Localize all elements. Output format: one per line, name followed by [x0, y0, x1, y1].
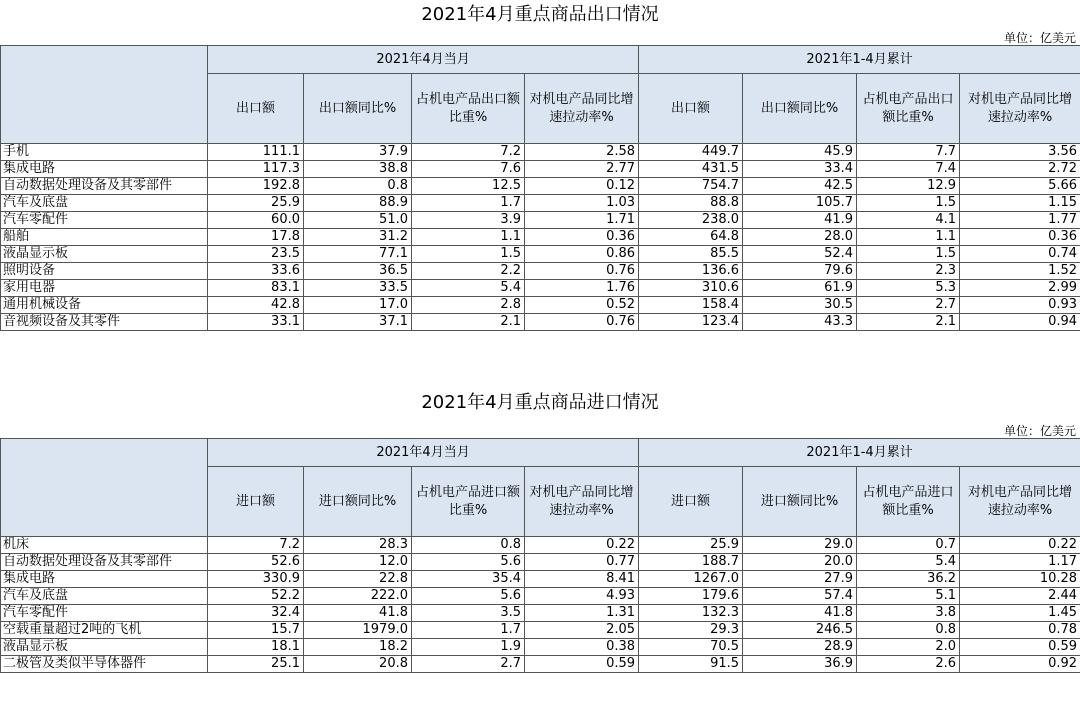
export-value-cell: 0.8 — [304, 178, 412, 195]
export-value-cell: 449.7 — [639, 144, 743, 161]
export-value-cell: 17.8 — [208, 229, 304, 246]
export-value-cell: 105.7 — [743, 195, 857, 212]
import-value-cell: 8.41 — [525, 571, 639, 588]
import-col-header: 占机电产品进口额比重% — [412, 467, 525, 537]
export-value-cell: 0.86 — [525, 246, 639, 263]
import-value-cell: 12.0 — [304, 554, 412, 571]
export-value-cell: 2.2 — [412, 263, 525, 280]
import-value-cell: 246.5 — [743, 622, 857, 639]
import-value-cell: 18.2 — [304, 639, 412, 656]
import-value-cell: 0.59 — [960, 639, 1080, 656]
export-col-header: 出口额 — [208, 74, 304, 144]
import-value-cell: 5.4 — [857, 554, 960, 571]
import-value-cell: 1.17 — [960, 554, 1080, 571]
import-row-name: 汽车及底盘 — [1, 588, 208, 605]
export-table — [0, 45, 1080, 331]
export-value-cell: 2.8 — [412, 297, 525, 314]
import-value-cell: 41.8 — [304, 605, 412, 622]
import-table-row — [1, 537, 1080, 554]
export-value-cell: 158.4 — [639, 297, 743, 314]
export-value-cell: 12.9 — [857, 178, 960, 195]
export-value-cell: 0.36 — [960, 229, 1080, 246]
export-table-row — [1, 314, 1080, 331]
import-value-cell: 41.8 — [743, 605, 857, 622]
import-table-row — [1, 656, 1080, 673]
export-value-cell: 0.94 — [960, 314, 1080, 331]
import-value-cell: 5.1 — [857, 588, 960, 605]
export-value-cell: 0.76 — [525, 314, 639, 331]
export-value-cell: 431.5 — [639, 161, 743, 178]
import-table-row — [1, 588, 1080, 605]
export-col-header: 对机电产品同比增速拉动率% — [960, 74, 1080, 144]
import-table-row — [1, 605, 1080, 622]
export-group-header-cumulative: 2021年1-4月累计 — [639, 46, 1080, 74]
export-value-cell: 88.9 — [304, 195, 412, 212]
export-value-cell: 754.7 — [639, 178, 743, 195]
import-value-cell: 2.6 — [857, 656, 960, 673]
import-value-cell: 0.78 — [960, 622, 1080, 639]
import-table-row — [1, 554, 1080, 571]
import-table-title: 2021年4月重点商品进口情况 — [421, 392, 659, 413]
import-value-cell: 132.3 — [639, 605, 743, 622]
import-table-row — [1, 622, 1080, 639]
export-value-cell: 1.5 — [857, 195, 960, 212]
export-value-cell: 45.9 — [743, 144, 857, 161]
export-value-cell: 1.71 — [525, 212, 639, 229]
export-value-cell: 1.03 — [525, 195, 639, 212]
import-value-cell: 0.22 — [960, 537, 1080, 554]
import-value-cell: 0.77 — [525, 554, 639, 571]
import-row-name: 集成电路 — [1, 571, 208, 588]
export-row-name: 手机 — [1, 144, 208, 161]
import-row-name: 二极管及类似半导体器件 — [1, 656, 208, 673]
import-value-cell: 0.92 — [960, 656, 1080, 673]
export-value-cell: 33.1 — [208, 314, 304, 331]
export-table-row — [1, 297, 1080, 314]
export-value-cell: 37.9 — [304, 144, 412, 161]
export-col-header: 占机电产品出口额比重% — [412, 74, 525, 144]
import-col-header: 进口额 — [639, 467, 743, 537]
import-value-cell: 179.6 — [639, 588, 743, 605]
import-value-cell: 1.31 — [525, 605, 639, 622]
export-row-name: 家用电器 — [1, 280, 208, 297]
export-row-name: 通用机械设备 — [1, 297, 208, 314]
export-value-cell: 38.8 — [304, 161, 412, 178]
import-value-cell: 52.2 — [208, 588, 304, 605]
export-table-row — [1, 212, 1080, 229]
export-value-cell: 2.1 — [857, 314, 960, 331]
export-value-cell: 5.66 — [960, 178, 1080, 195]
export-row-name: 自动数据处理设备及其零部件 — [1, 178, 208, 195]
export-value-cell: 77.1 — [304, 246, 412, 263]
export-value-cell: 60.0 — [208, 212, 304, 229]
import-col-header: 占机电产品进口额比重% — [857, 467, 960, 537]
import-value-cell: 1.9 — [412, 639, 525, 656]
export-unit-label: 单位：亿美元 — [1003, 31, 1076, 45]
export-value-cell: 61.9 — [743, 280, 857, 297]
export-value-cell: 1.77 — [960, 212, 1080, 229]
import-value-cell: 91.5 — [639, 656, 743, 673]
export-group-header-month: 2021年4月当月 — [208, 46, 639, 74]
import-value-cell: 5.6 — [412, 554, 525, 571]
export-value-cell: 1.1 — [857, 229, 960, 246]
import-value-cell: 70.5 — [639, 639, 743, 656]
export-col-header: 出口额同比% — [743, 74, 857, 144]
export-value-cell: 51.0 — [304, 212, 412, 229]
import-value-cell: 2.05 — [525, 622, 639, 639]
import-value-cell: 29.3 — [639, 622, 743, 639]
export-col-header: 出口额同比% — [304, 74, 412, 144]
import-value-cell: 25.1 — [208, 656, 304, 673]
export-row-name: 汽车零配件 — [1, 212, 208, 229]
import-value-cell: 330.9 — [208, 571, 304, 588]
import-value-cell: 3.8 — [857, 605, 960, 622]
export-row-name: 液晶显示板 — [1, 246, 208, 263]
export-value-cell: 88.8 — [639, 195, 743, 212]
export-value-cell: 2.58 — [525, 144, 639, 161]
export-value-cell: 79.6 — [743, 263, 857, 280]
import-value-cell: 0.38 — [525, 639, 639, 656]
export-value-cell: 3.56 — [960, 144, 1080, 161]
export-value-cell: 85.5 — [639, 246, 743, 263]
export-table-row — [1, 195, 1080, 212]
export-value-cell: 33.4 — [743, 161, 857, 178]
import-row-name: 汽车零配件 — [1, 605, 208, 622]
export-value-cell: 238.0 — [639, 212, 743, 229]
export-value-cell: 136.6 — [639, 263, 743, 280]
export-value-cell: 31.2 — [304, 229, 412, 246]
export-table-row — [1, 280, 1080, 297]
import-group-header-month: 2021年4月当月 — [208, 439, 639, 467]
import-value-cell: 188.7 — [639, 554, 743, 571]
export-value-cell: 1.1 — [412, 229, 525, 246]
export-value-cell: 1.76 — [525, 280, 639, 297]
import-table-row — [1, 571, 1080, 588]
import-row-name: 机床 — [1, 537, 208, 554]
export-value-cell: 2.77 — [525, 161, 639, 178]
export-corner-cell — [1, 46, 208, 144]
export-value-cell: 0.52 — [525, 297, 639, 314]
export-table-row — [1, 263, 1080, 280]
import-group-header-cumulative: 2021年1-4月累计 — [639, 439, 1080, 467]
export-col-header: 出口额 — [639, 74, 743, 144]
export-value-cell: 37.1 — [304, 314, 412, 331]
import-value-cell: 1267.0 — [639, 571, 743, 588]
import-value-cell: 28.3 — [304, 537, 412, 554]
import-value-cell: 10.28 — [960, 571, 1080, 588]
export-table-title: 2021年4月重点商品出口情况 — [421, 4, 659, 25]
export-value-cell: 117.3 — [208, 161, 304, 178]
export-value-cell: 0.12 — [525, 178, 639, 195]
export-table-row — [1, 161, 1080, 178]
import-value-cell: 20.0 — [743, 554, 857, 571]
export-value-cell: 25.9 — [208, 195, 304, 212]
export-value-cell: 28.0 — [743, 229, 857, 246]
export-row-name: 音视频设备及其零件 — [1, 314, 208, 331]
import-row-name: 空载重量超过2吨的飞机 — [1, 622, 208, 639]
export-row-name: 汽车及底盘 — [1, 195, 208, 212]
import-unit-label: 单位：亿美元 — [1003, 424, 1076, 438]
export-value-cell: 111.1 — [208, 144, 304, 161]
export-value-cell: 83.1 — [208, 280, 304, 297]
import-corner-cell — [1, 439, 208, 537]
export-value-cell: 12.5 — [412, 178, 525, 195]
import-value-cell: 1.7 — [412, 622, 525, 639]
import-col-header: 进口额同比% — [304, 467, 412, 537]
export-value-cell: 7.4 — [857, 161, 960, 178]
export-value-cell: 1.5 — [857, 246, 960, 263]
export-value-cell: 52.4 — [743, 246, 857, 263]
import-value-cell: 1979.0 — [304, 622, 412, 639]
export-value-cell: 43.3 — [743, 314, 857, 331]
export-value-cell: 310.6 — [639, 280, 743, 297]
import-value-cell: 57.4 — [743, 588, 857, 605]
import-value-cell: 5.6 — [412, 588, 525, 605]
import-value-cell: 28.9 — [743, 639, 857, 656]
import-table-row — [1, 639, 1080, 656]
export-value-cell: 42.5 — [743, 178, 857, 195]
export-value-cell: 5.3 — [857, 280, 960, 297]
import-value-cell: 222.0 — [304, 588, 412, 605]
export-value-cell: 1.52 — [960, 263, 1080, 280]
export-row-name: 照明设备 — [1, 263, 208, 280]
import-table-body — [1, 537, 1080, 673]
import-value-cell: 0.8 — [412, 537, 525, 554]
export-value-cell: 30.5 — [743, 297, 857, 314]
export-value-cell: 2.1 — [412, 314, 525, 331]
import-value-cell: 35.4 — [412, 571, 525, 588]
export-value-cell: 0.76 — [525, 263, 639, 280]
export-value-cell: 7.7 — [857, 144, 960, 161]
import-col-header: 对机电产品同比增速拉动率% — [525, 467, 639, 537]
import-value-cell: 0.22 — [525, 537, 639, 554]
import-table — [0, 438, 1080, 673]
export-value-cell: 123.4 — [639, 314, 743, 331]
import-row-name: 液晶显示板 — [1, 639, 208, 656]
export-value-cell: 2.72 — [960, 161, 1080, 178]
import-value-cell: 2.44 — [960, 588, 1080, 605]
import-value-cell: 22.8 — [304, 571, 412, 588]
export-value-cell: 41.9 — [743, 212, 857, 229]
import-value-cell: 0.59 — [525, 656, 639, 673]
export-row-name: 船舶 — [1, 229, 208, 246]
export-value-cell: 7.6 — [412, 161, 525, 178]
import-value-cell: 29.0 — [743, 537, 857, 554]
import-value-cell: 4.93 — [525, 588, 639, 605]
import-value-cell: 0.8 — [857, 622, 960, 639]
import-value-cell: 0.7 — [857, 537, 960, 554]
import-value-cell: 20.8 — [304, 656, 412, 673]
import-col-header: 进口额同比% — [743, 467, 857, 537]
export-value-cell: 0.74 — [960, 246, 1080, 263]
import-value-cell: 2.7 — [412, 656, 525, 673]
export-value-cell: 36.5 — [304, 263, 412, 280]
export-value-cell: 2.3 — [857, 263, 960, 280]
export-value-cell: 1.15 — [960, 195, 1080, 212]
export-col-header: 占机电产品出口额比重% — [857, 74, 960, 144]
export-value-cell: 2.99 — [960, 280, 1080, 297]
export-table-row — [1, 229, 1080, 246]
import-value-cell: 18.1 — [208, 639, 304, 656]
import-col-header: 进口额 — [208, 467, 304, 537]
import-value-cell: 52.6 — [208, 554, 304, 571]
import-value-cell: 3.5 — [412, 605, 525, 622]
export-value-cell: 2.7 — [857, 297, 960, 314]
export-value-cell: 33.6 — [208, 263, 304, 280]
import-value-cell: 15.7 — [208, 622, 304, 639]
import-value-cell: 25.9 — [639, 537, 743, 554]
export-value-cell: 64.8 — [639, 229, 743, 246]
import-value-cell: 1.45 — [960, 605, 1080, 622]
import-col-header: 对机电产品同比增速拉动率% — [960, 467, 1080, 537]
export-value-cell: 4.1 — [857, 212, 960, 229]
export-value-cell: 0.93 — [960, 297, 1080, 314]
export-value-cell: 23.5 — [208, 246, 304, 263]
export-value-cell: 3.9 — [412, 212, 525, 229]
export-value-cell: 5.4 — [412, 280, 525, 297]
export-value-cell: 42.8 — [208, 297, 304, 314]
export-value-cell: 1.7 — [412, 195, 525, 212]
export-col-header: 对机电产品同比增速拉动率% — [525, 74, 639, 144]
export-value-cell: 17.0 — [304, 297, 412, 314]
export-value-cell: 1.5 — [412, 246, 525, 263]
import-value-cell: 7.2 — [208, 537, 304, 554]
export-value-cell: 0.36 — [525, 229, 639, 246]
import-value-cell: 36.2 — [857, 571, 960, 588]
import-value-cell: 2.0 — [857, 639, 960, 656]
export-table-row — [1, 246, 1080, 263]
import-value-cell: 32.4 — [208, 605, 304, 622]
export-table-row — [1, 144, 1080, 161]
export-table-body — [1, 144, 1080, 331]
export-table-row — [1, 178, 1080, 195]
export-value-cell: 33.5 — [304, 280, 412, 297]
import-value-cell: 36.9 — [743, 656, 857, 673]
import-row-name: 自动数据处理设备及其零部件 — [1, 554, 208, 571]
import-value-cell: 27.9 — [743, 571, 857, 588]
export-value-cell: 192.8 — [208, 178, 304, 195]
export-value-cell: 7.2 — [412, 144, 525, 161]
export-row-name: 集成电路 — [1, 161, 208, 178]
